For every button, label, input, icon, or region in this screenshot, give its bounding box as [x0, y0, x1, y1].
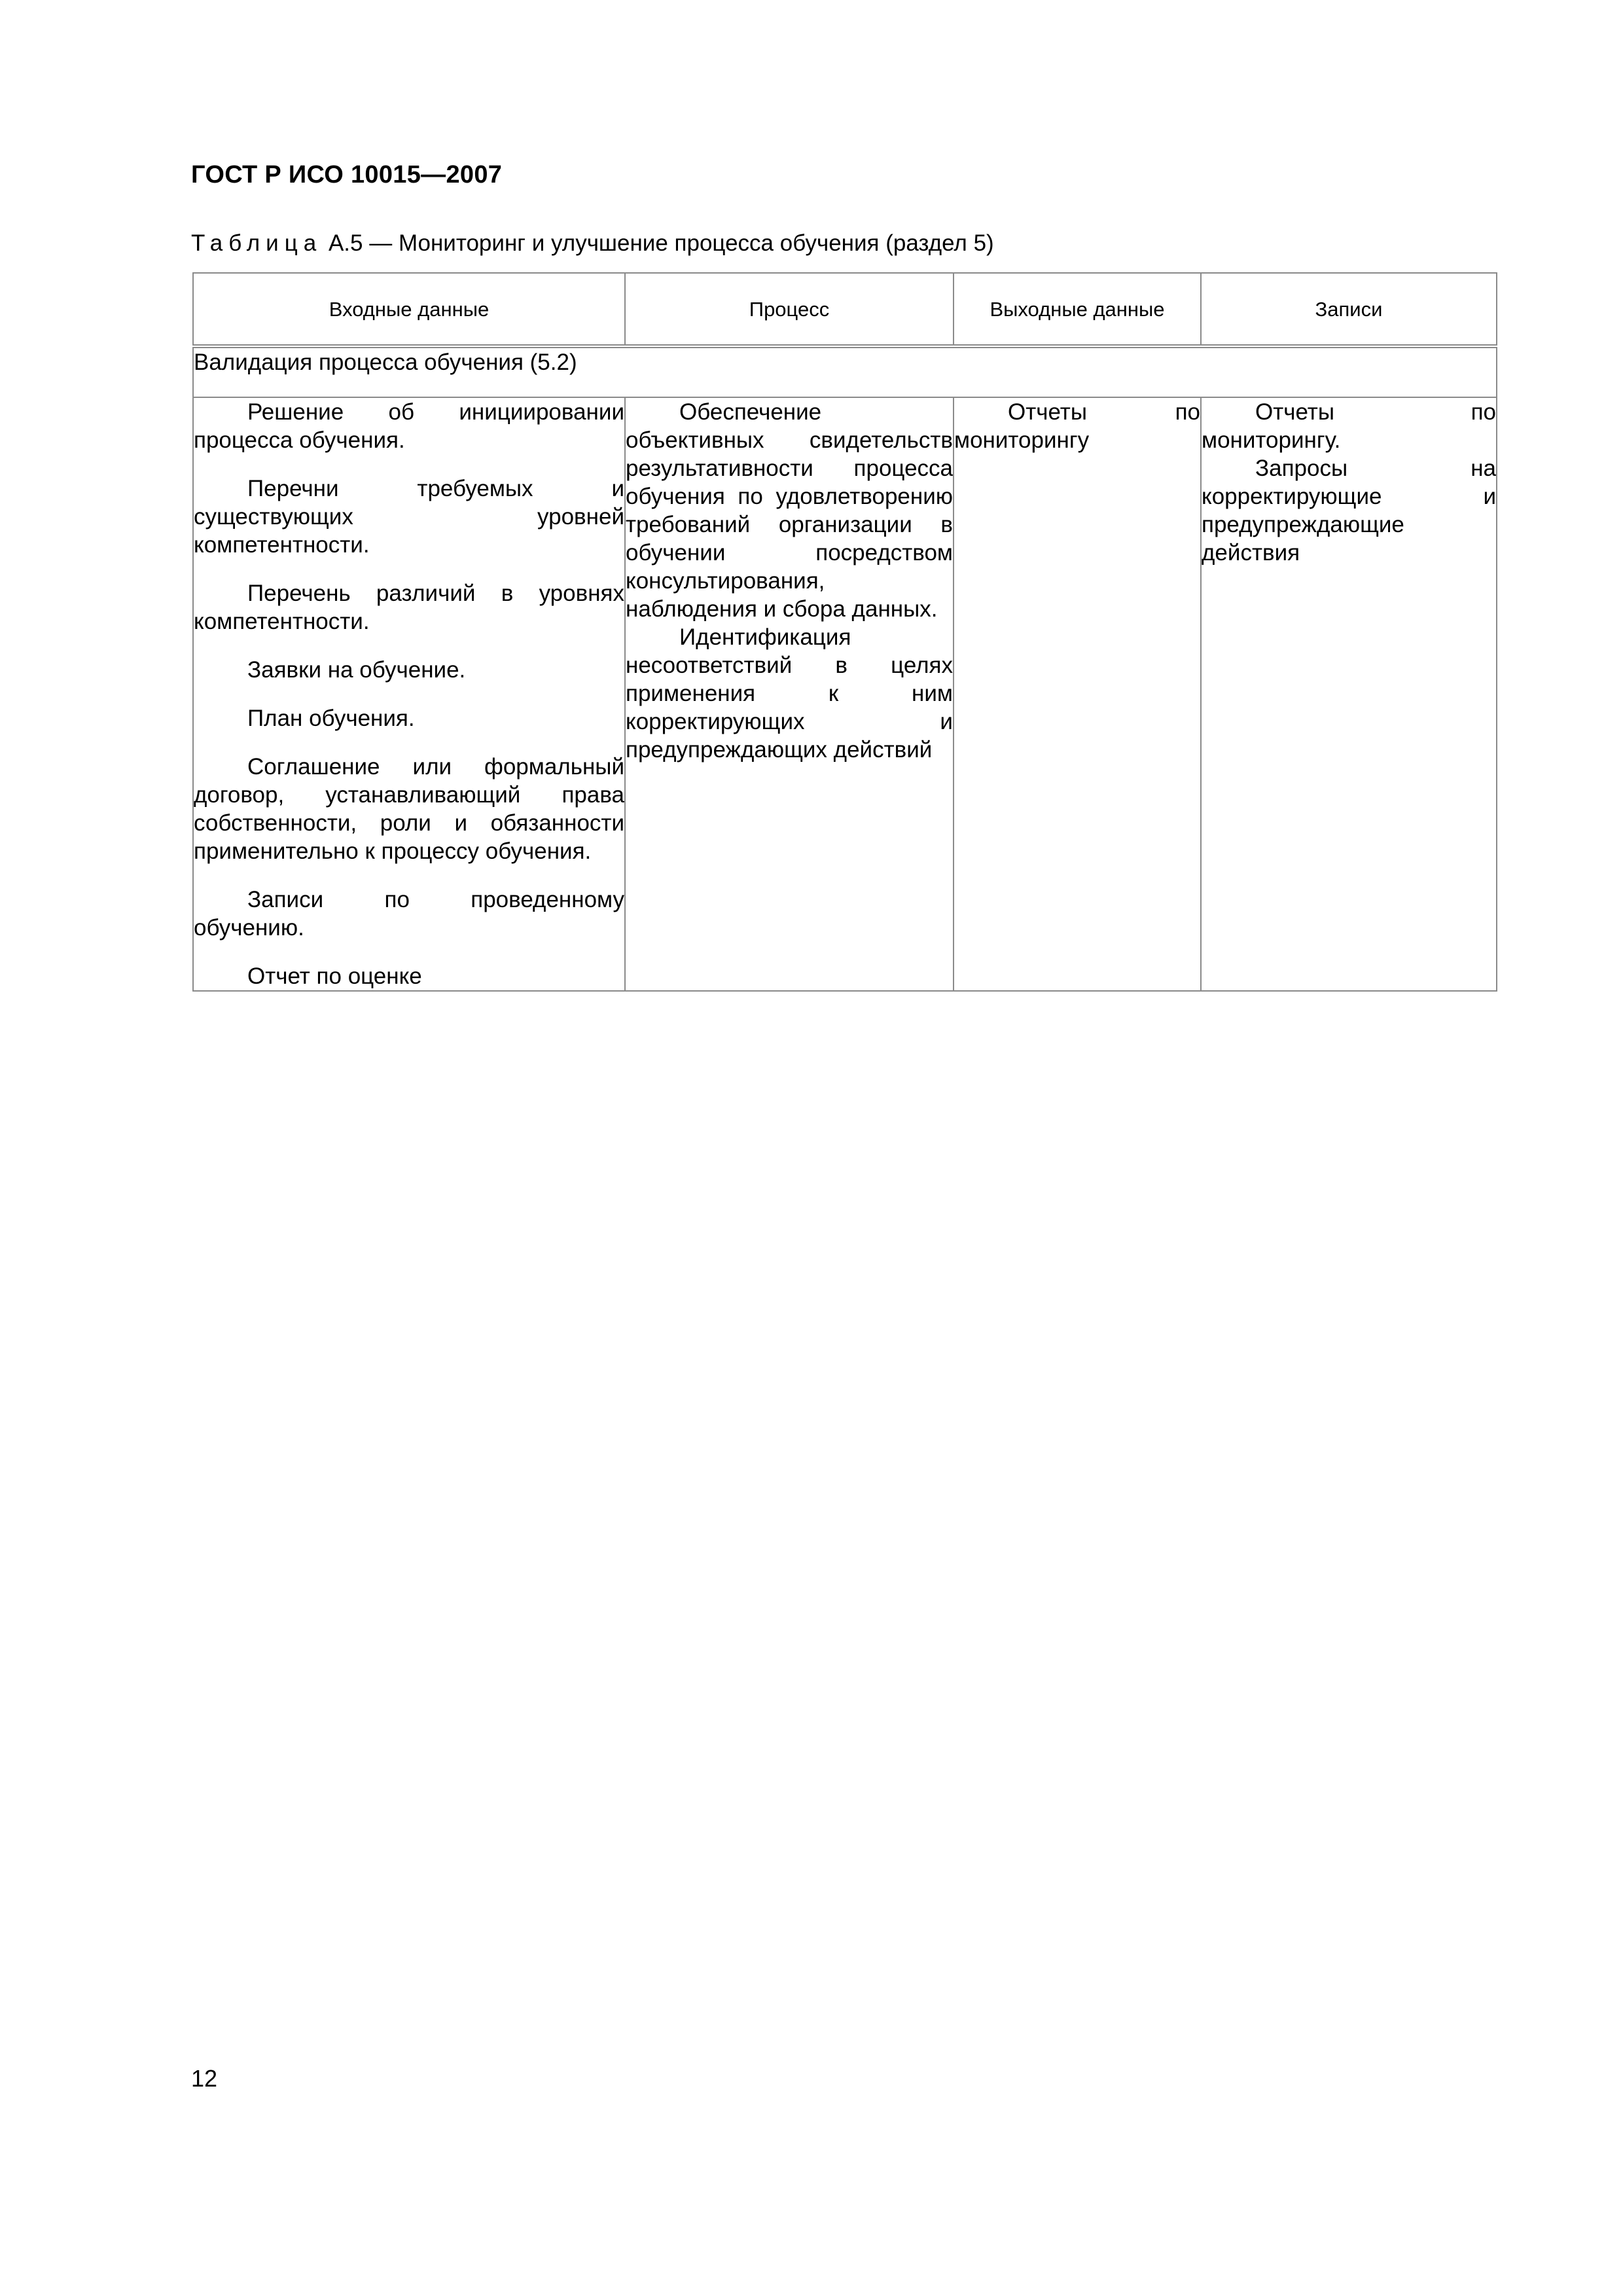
input-item: План обучения.	[247, 706, 415, 731]
column-header-records: Записи	[1201, 273, 1497, 346]
input-item: Записи по проведенному обучению.	[194, 887, 624, 941]
column-header-outputs: Выходные данные	[954, 273, 1201, 346]
column-header-inputs: Входные данные	[193, 273, 625, 346]
monitoring-table	[192, 272, 1497, 992]
input-item: Перечень различий в уровнях компетентности.	[194, 581, 624, 634]
table-caption-text: А.5 — Мониторинг и улучшение процесса обучения (раздел 5)	[322, 230, 994, 256]
input-item: Отчет по оценке	[247, 963, 422, 989]
input-item: Соглашение или формальный договор, устанавливающий права собственности, роли и обязанности применительно к процессу обучения.	[194, 754, 624, 864]
section-title: Валидация процесса обучения (5.2)	[193, 346, 1497, 397]
record-item: Запросы на корректирующие и предупреждающие действия	[1202, 456, 1496, 565]
table-caption	[191, 230, 994, 257]
page-number: 12	[191, 2065, 218, 2092]
process-item: Идентификация несоответствий в целях применения к ним корректирующих и предупреждающих действий	[626, 624, 953, 762]
input-item: Перечни требуемых и существующих уровней компетентности.	[194, 476, 624, 558]
document-header: ГОСТ Р ИСО 10015—2007	[191, 161, 503, 188]
column-header-process: Процесс	[625, 273, 954, 346]
table-header-row	[193, 273, 1497, 346]
records-cell	[1201, 397, 1497, 991]
input-item: Решение об инициировании процесса обучения.	[194, 399, 624, 453]
outputs-cell	[954, 397, 1201, 991]
process-item: Обеспечение объективных свидетельств результативности процесса обучения по удовлетворению требований организации в обучении посредством консультирования, наблюдения и сбора данных.	[626, 399, 953, 622]
output-item: Отчеты по мониторингу	[954, 399, 1200, 453]
table-row	[193, 397, 1497, 991]
section-row	[193, 346, 1497, 397]
record-item: Отчеты по мониторингу.	[1202, 399, 1496, 453]
inputs-cell	[193, 397, 625, 991]
table-caption-label: Таблица	[191, 230, 323, 256]
process-cell	[625, 397, 954, 991]
input-item: Заявки на обучение.	[247, 657, 466, 683]
